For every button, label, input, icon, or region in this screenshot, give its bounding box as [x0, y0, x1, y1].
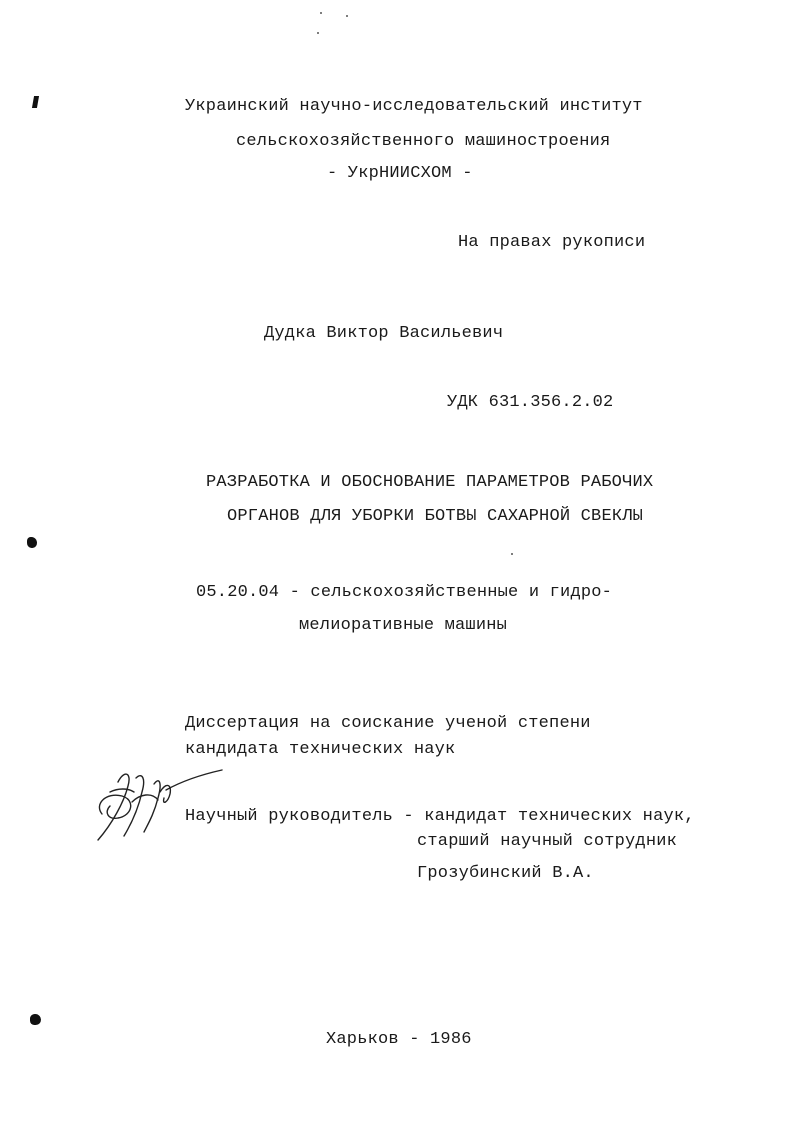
degree-line2: кандидата технических наук [185, 740, 456, 759]
supervisor-line1: Научный руководитель - кандидат технических наук, [185, 807, 695, 826]
institute-specialization: сельскохозяйственного машиностроения [236, 132, 611, 151]
supervisor-line2: старший научный сотрудник [417, 832, 678, 851]
specialty-line2: мелиоративные машины [299, 616, 508, 635]
institute-abbreviation: - УкрНИИСХОМ - [327, 164, 473, 183]
specialty-line1: 05.20.04 - сельскохозяйственные и гидро- [196, 583, 613, 602]
city-year: Харьков - 1986 [326, 1030, 472, 1049]
scan-speck [511, 553, 513, 555]
scan-mark-bottom [30, 1014, 41, 1025]
thesis-title-line2: ОРГАНОВ ДЛЯ УБОРКИ БОТВЫ САХАРНОЙ СВЕКЛЫ [227, 507, 644, 526]
udc-code: УДК 631.356.2.02 [447, 393, 614, 412]
thesis-title-line1: РАЗРАБОТКА И ОБОСНОВАНИЕ ПАРАМЕТРОВ РАБОЧИХ [206, 473, 654, 492]
scan-mark-middle [27, 537, 37, 548]
degree-line1: Диссертация на соискание ученой степени [185, 714, 591, 733]
supervisor-name: Грозубинский В.А. [417, 864, 594, 883]
institute-name: Украинский научно-исследовательский институт [185, 97, 643, 116]
rights-note: На правах рукописи [458, 233, 646, 252]
scan-speck [320, 12, 322, 14]
scan-mark-top [32, 96, 39, 108]
scan-speck [317, 32, 319, 34]
scan-speck [346, 15, 348, 17]
author-name: Дудка Виктор Васильевич [264, 324, 504, 343]
